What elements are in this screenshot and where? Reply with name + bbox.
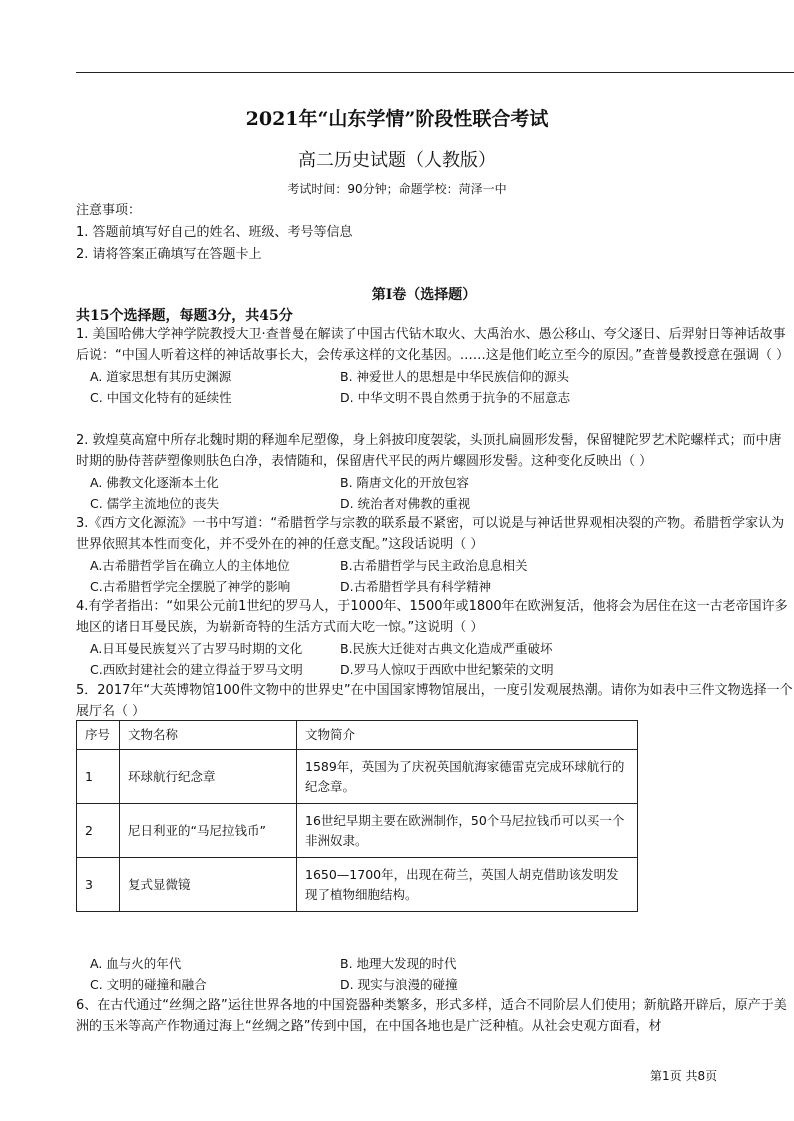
question-6: [76, 995, 794, 1037]
question-5-options: [76, 953, 794, 995]
table-cell: 16世纪早期主要在欧洲制作，50个马尼拉钱币可以买一个非洲奴隶。: [297, 804, 638, 858]
table-cell: 3: [77, 858, 120, 912]
options: [76, 638, 794, 680]
options: [76, 472, 794, 514]
table-cell: 环球航行纪念章: [120, 750, 297, 804]
table-row: [77, 750, 638, 804]
option: B. 神爱世人的思想是中华民族信仰的源头: [340, 369, 570, 384]
options: [76, 953, 794, 995]
option: D. 统治者对佛教的重视: [340, 496, 471, 511]
table-row: [77, 804, 638, 858]
page-footer: 第1页 共8页: [650, 1069, 718, 1083]
option: D.古希腊哲学具有科学精神: [340, 579, 492, 594]
exam-meta: 考试时间：90分钟；命题学校：菏泽一中: [287, 182, 507, 196]
table-header: 文物简介: [297, 721, 638, 750]
option: C. 文明的碰撞和融合: [90, 977, 207, 992]
exam-subtitle: 高二历史试题（人教版）: [298, 150, 496, 171]
notes-item: 1. 答题前填写好自己的姓名、班级、考号等信息: [76, 225, 353, 240]
option: B.民族大迁徙对古典文化造成严重破坏: [340, 641, 553, 656]
option: A. 血与火的年代: [90, 956, 182, 971]
question-text: 3.《西方文化源流》一书中写道：“希腊哲学与宗教的联系最不紧密，可以说是与神话世界观相决裂的产物。希腊哲学家认为世界依照其本性而变化，并不受外在的神的任意支配。”这段话说明（ ）: [76, 516, 785, 552]
question-text: 4.有学者指出：“如果公元前1世纪的罗马人，于1000年、1500年或1800年在欧洲复活，他将会为居住在这一古老帝国许多地区的诸日耳曼民族，为崭新奇特的生活方式而大吃一惊。”这说明（ ）: [76, 599, 788, 635]
option: C.古希腊哲学完全摆脱了神学的影响: [90, 579, 291, 594]
section-title: 第Ⅰ卷（选择题）: [371, 287, 477, 303]
table-cell: 尼日利亚的“马尼拉钱币”: [120, 804, 297, 858]
question-text: 1. 美国哈佛大学神学院教授大卫·查普曼在解读了中国古代钻木取火、大禹治水、愚公移山、夸父逐日、后羿射日等神话故事后说：“中国人听着这样的神话故事长大，会传承这样的文化基因。……这是他们屹立至今的原因。”查普曼教授意在强调（ ）: [76, 327, 790, 363]
table-cell: 2: [77, 804, 120, 858]
question-text: 6、在古代通过“丝绸之路”运往世界各地的中国瓷器种类繁多，形式多样，适合不同阶层人们使用；新航路开辟后，原产于美洲的玉米等高产作物通过海上“丝绸之路”传到中国，在中国各地也是广泛种植。从社会史观方面看，材: [76, 998, 787, 1034]
exam-title: 2021年“山东学情”阶段性联合考试: [245, 108, 549, 130]
option: B.古希腊哲学与民主政治息息相关: [340, 558, 528, 573]
option: A. 道家思想有其历史渊源: [90, 369, 232, 384]
table-header-row: [77, 721, 638, 750]
option: A. 佛教文化逐渐本土化: [90, 475, 219, 490]
table-header: 文物名称: [120, 721, 297, 750]
header-rule: [76, 72, 794, 73]
question-3: [76, 513, 794, 597]
option: C.西欧封建社会的建立得益于罗马文明: [90, 662, 303, 677]
option: B. 地理大发现的时代: [340, 956, 457, 971]
section-count: 共15个选择题，每题3分，共45分: [76, 308, 293, 324]
option: C. 儒学主流地位的丧失: [90, 496, 220, 511]
notes-heading: 注意事项：: [76, 203, 142, 218]
options: [76, 555, 794, 597]
question-text: 5．2017年“大英博物馆100件文物中的世界史”在中国国家博物馆展出，一度引发观展热潮。请你为如表中三件文物选择一个展厅名（ ）: [76, 683, 793, 719]
option: B. 隋唐文化的开放包容: [340, 475, 470, 490]
notes-block: [76, 200, 353, 266]
question-2: [76, 430, 794, 514]
table-cell: 1589年，英国为了庆祝英国航海家德雷克完成环球航行的纪念章。: [297, 750, 638, 804]
question-1: [76, 324, 794, 408]
table-row: [77, 858, 638, 912]
option: A.日耳曼民族复兴了古罗马时期的文化: [90, 641, 303, 656]
notes-item: 2. 请将答案正确填写在答题卡上: [76, 247, 262, 262]
table-cell: 复式显微镜: [120, 858, 297, 912]
artifact-table: [76, 720, 638, 912]
table-cell: 1: [77, 750, 120, 804]
question-text: 2. 敦煌莫高窟中所存北魏时期的释迦牟尼塑像，身上斜披印度袈裟，头顶扎扁圆形发髻，保留犍陀罗艺术陀螺样式；而中唐时期的胁侍菩萨塑像则肤色白净，表情随和，保留唐代平民的两片螺圆形发髻。这种变化反映出（ ）: [76, 433, 782, 469]
option: D. 现实与浪漫的碰撞: [340, 977, 458, 992]
option: C. 中国文化特有的延续性: [90, 390, 232, 405]
option: D. 中华文明不畏自然勇于抗争的不屈意志: [340, 390, 571, 405]
table-header: 序号: [77, 721, 120, 750]
question-5: [76, 680, 794, 722]
option: A.古希腊哲学旨在确立人的主体地位: [90, 558, 290, 573]
question-4: [76, 596, 794, 680]
options: [76, 366, 794, 408]
option: D.罗马人惊叹于西欧中世纪繁荣的文明: [340, 662, 554, 677]
table-cell: 1650—1700年，出现在荷兰，英国人胡克借助该发明发现了植物细胞结构。: [297, 858, 638, 912]
